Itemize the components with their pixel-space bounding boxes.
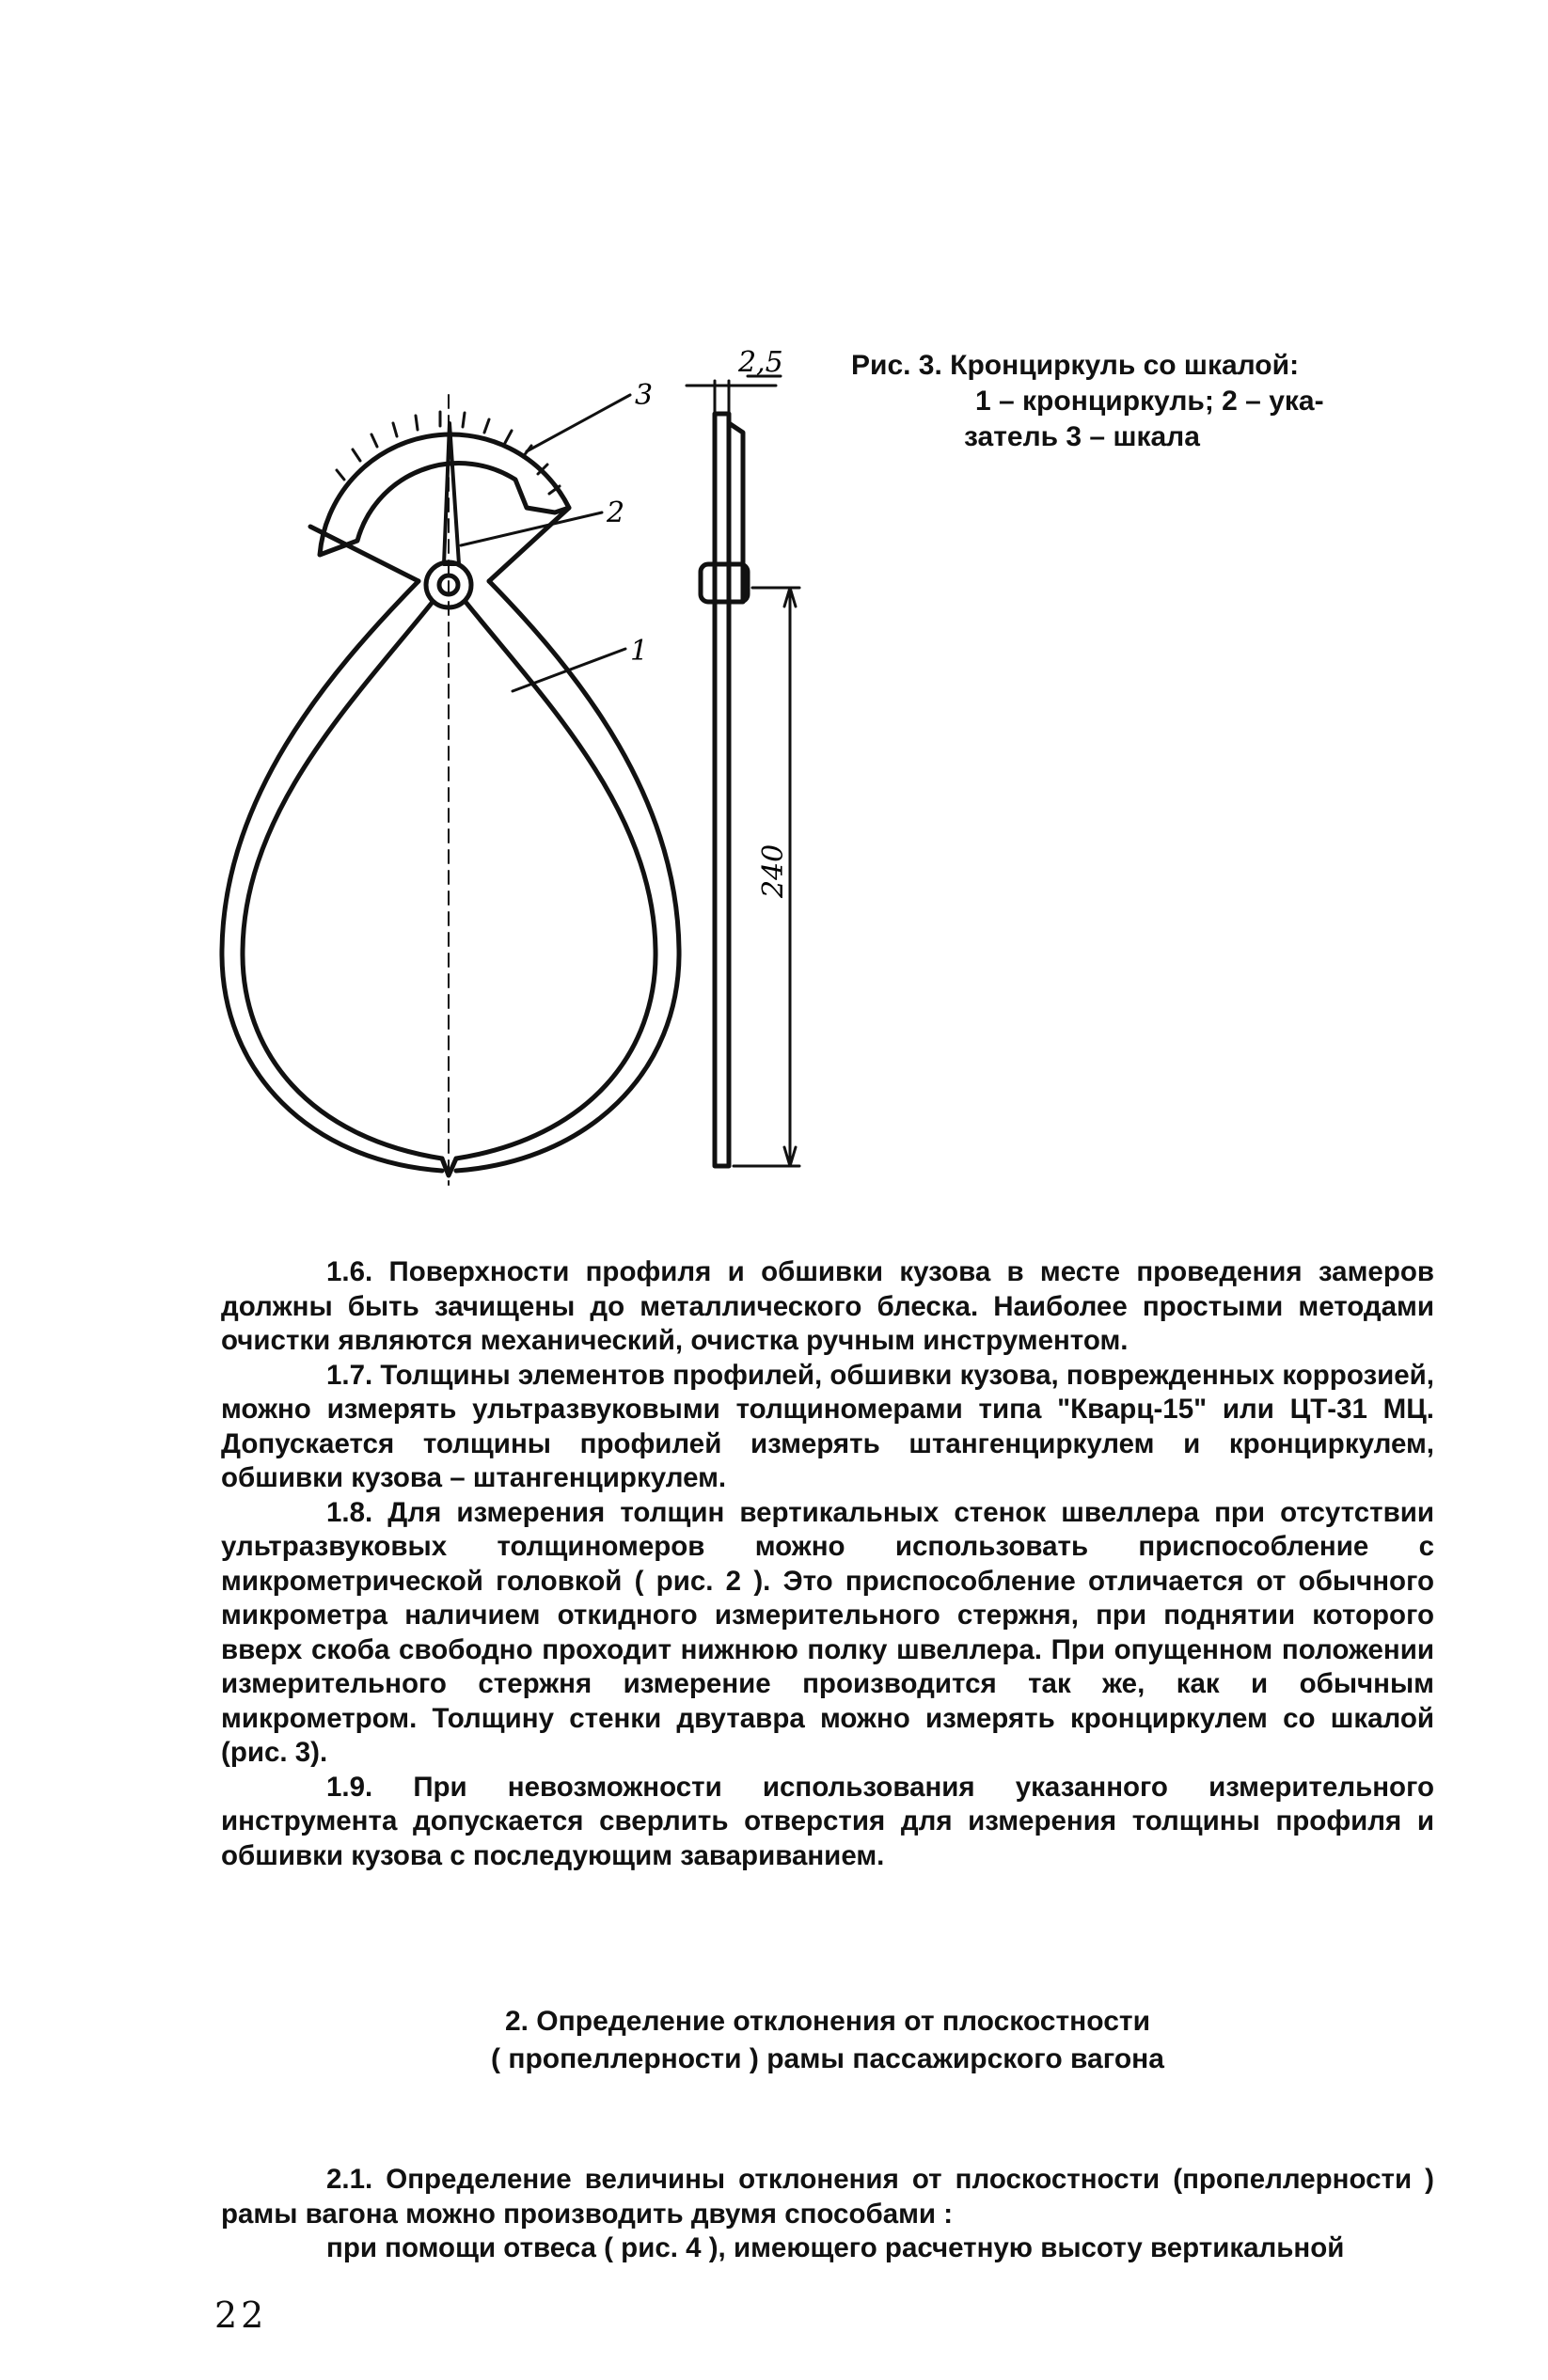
- left-leg: [243, 602, 442, 1158]
- paragraph-2-1-cont: при помощи отвеса ( рис. 4 ), имеющего расчетную высоту вертикальной: [326, 2232, 1345, 2263]
- body-text-2: [221, 2163, 1434, 2266]
- label-1: 1: [630, 635, 649, 668]
- paragraph-1-8: 1.8. Для измерения толщин вертикальных стенок швеллера при отсутствии ультразвуковых толщиномеров можно использовать приспособление с микрометрической головкой ( рис. 2 ). Это приспособление отличается от обычного микрометра наличием откидного измерительного стержня, при поднятии которого вверх скоба свободно проходит нижнюю полку швеллера. При опущенном положении измерительного стержня измерение производится так же, как и обычным микрометром. Толщину стенки двутавра можно измерять кронциркулем со шкалой (рис. 3).: [221, 1496, 1434, 1768]
- dim-thickness: 2,5: [738, 346, 783, 379]
- label-3: 3: [635, 379, 654, 412]
- caption-line-3: затель 3 – шкала: [964, 421, 1200, 452]
- paragraph-1-6: 1.6. Поверхности профиля и обшивки кузова в месте проведения замеров должны быть зачищены до металлического блеска. Наиболее простыми методами очистки являются механический, очистка ручным инструментом.: [221, 1256, 1434, 1356]
- paragraph-1-7: 1.7. Толщины элементов профилей, обшивки кузова, поврежденных коррозией, можно измерять ультразвуковыми толщиномерами типа "Кварц-15" или ЦТ-31 МЦ. Допускается толщины профилей измерять штангенциркулем и кронциркулем, обшивки кузова – штангенциркулем.: [221, 1359, 1434, 1493]
- pointer: [444, 423, 459, 564]
- section-heading-line-2: ( пропеллерности ) рамы пассажирского вагона: [491, 2043, 1164, 2074]
- right-leg: [456, 602, 656, 1158]
- section-heading-line-1: 2. Определение отклонения от плоскостности: [504, 2006, 1151, 2037]
- page-number: 22: [214, 2294, 268, 2336]
- label-2: 2: [607, 496, 625, 529]
- caption-title: Рис. 3. Кронциркуль со шкалой:: [851, 350, 1300, 381]
- dim-length: 240: [757, 843, 790, 898]
- caption-line-2: 1 – кронциркуль; 2 – ука-: [975, 386, 1324, 417]
- section-heading: [221, 2003, 1434, 2078]
- figure-caption: [851, 348, 1415, 455]
- body-text: [221, 1255, 1434, 1873]
- paragraph-1-9: 1.9. При невозможности использования указанного измерительного инструмента допускается сверлить отверстия для измерения толщины профиля и обшивки кузова с последующим завариванием.: [221, 1771, 1434, 1871]
- paragraph-2-1: 2.1. Определение величины отклонения от плоскостности (пропеллерности ) рамы вагона можно производить двумя способами :: [221, 2164, 1434, 2230]
- side-view: [687, 376, 799, 1166]
